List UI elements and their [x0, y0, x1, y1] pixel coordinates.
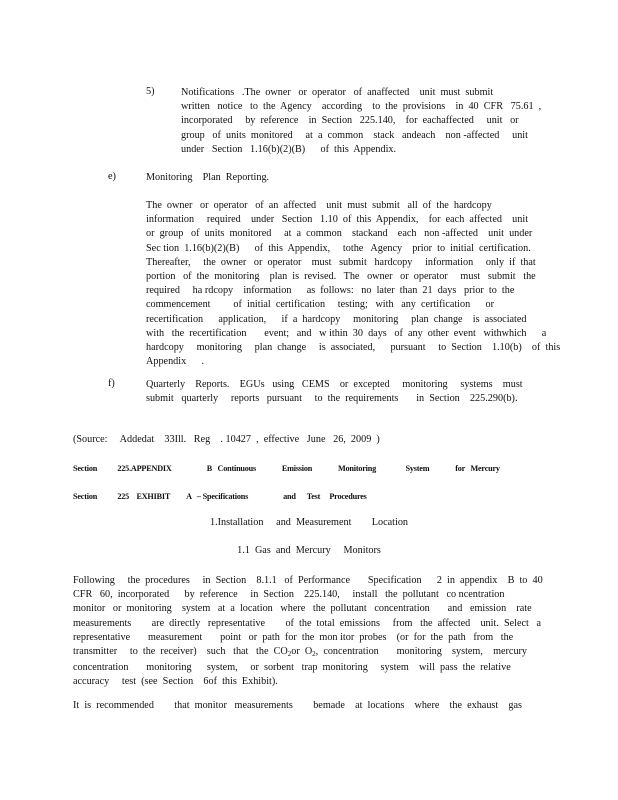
item-5-line: Notifications .The owner or operator of anaffected unit must submit [181, 87, 494, 98]
o2-subscript: 2 [312, 650, 316, 659]
item-e-line: or group of units monitored at a common stackand each non -affected unit under [146, 228, 533, 240]
item-5-text [181, 86, 541, 157]
body-line: representative measurement point or path for the mon itor probes (or for the path from the [73, 631, 514, 643]
item-e-line: The owner or operator of an affected unit must submit all of the hardcopy [146, 200, 492, 211]
item-5-line: group of units monitored at a common stack andeach non -affected unit [181, 129, 528, 141]
body-line: measurements are directly representative of the total emissions from the affected unit. Select a [73, 617, 542, 629]
item-e-line: with the recertification event; and w ithin 30 days of any other event withwhich a [146, 327, 547, 339]
item-f-text [146, 378, 523, 406]
last-paragraph [73, 699, 522, 713]
item-f-line: submit quarterly reports pursuant to the requirements in Section 225.290(b). [146, 393, 518, 405]
item-e-heading [146, 171, 269, 185]
item-e-line: portion of the monitoring plan is revised. The owner or operator must submit the [146, 271, 536, 283]
item-f-label: f) [108, 378, 115, 389]
item-e-line: required ha rdcopy information as follows: no later than 21 days prior to the [146, 285, 515, 297]
last-line: It is recommended that monitor measurements bemade at locations where the exhaust gas [73, 700, 522, 711]
item-e-line: recertification application, if a hardcopy monitoring plan change is associated [146, 313, 527, 325]
co2-subscript: 2 [287, 650, 292, 659]
item-e-line: commencement of initial certification testing; with any certification or [146, 299, 494, 311]
section-exhibit-header: Section 225 EXHIBIT A – Specifications and Test Procedures [73, 492, 367, 501]
item-f-line: Quarterly Reports. EGUs using CEMS or excepted monitoring systems must [146, 379, 523, 390]
heading-installation: 1.Installation and Measurement Location [209, 517, 409, 528]
item-e-heading-text: Monitoring Plan Reporting. [146, 172, 270, 183]
body-line: accuracy test (see Section 6of this Exhibit). [73, 676, 278, 688]
body-line-6-start: transmitter to the receiver) such that the CO [73, 646, 288, 658]
item-e-line: Sec tion 1.16(b)(2)(B) of this Appendix, tothe Agency prior to initial certification. [146, 242, 531, 254]
item-e-line: Thereafter, the owner or operator must submit hardcopy information only if that [146, 256, 536, 268]
item-e-line: information required under Section 1.10 of this Appendix, for each affected unit [146, 214, 529, 226]
heading-gas-mercury-monitors: 1.1 Gas and Mercury Monitors [237, 545, 381, 556]
source-text: (Source: Addedat 33Ill. Reg . 10427 , effective June 26, 2009 ) [73, 434, 380, 445]
item-5-line: under Section 1.16(b)(2)(B) of this Appendix. [181, 143, 397, 155]
item-e-line: Appendix . [146, 356, 205, 368]
section-appendix-header: Section 225.APPENDIX B Continuous Emission Monitoring System for Mercury [73, 464, 500, 473]
item-5-label: 5) [146, 86, 155, 97]
body-line: CFR 60, incorporated by reference in Section 225.140, install the pollutant co ncentration [73, 589, 505, 601]
body-line-6-mid: or O [291, 646, 313, 658]
item-e-label: e) [108, 171, 116, 182]
item-5-line: written notice to the Agency according to the provisions in 40 CFR 75.61 , [181, 101, 542, 113]
body-line: concentration monitoring system, or sorbent trap monitoring system will pass the relative [73, 662, 511, 674]
body-line: monitor or monitoring system at a location where the pollutant concentration and emission rate [73, 603, 532, 615]
item-e-text [146, 199, 560, 369]
source-note [73, 433, 380, 447]
body-line: Following the procedures in Section 8.1.1 of Performance Specification 2 in appendix B to 40 [73, 575, 543, 586]
body-paragraph [73, 574, 543, 690]
body-line [73, 645, 543, 661]
item-e-line: hardcopy monitoring plan change is associated, pursuant to Section 1.10(b) of this [146, 342, 561, 354]
item-5-line: incorporated by reference in Section 225.140, for eachaffected unit or [181, 115, 519, 127]
body-line-6-end: , concentration monitoring system, mercury [315, 646, 528, 658]
